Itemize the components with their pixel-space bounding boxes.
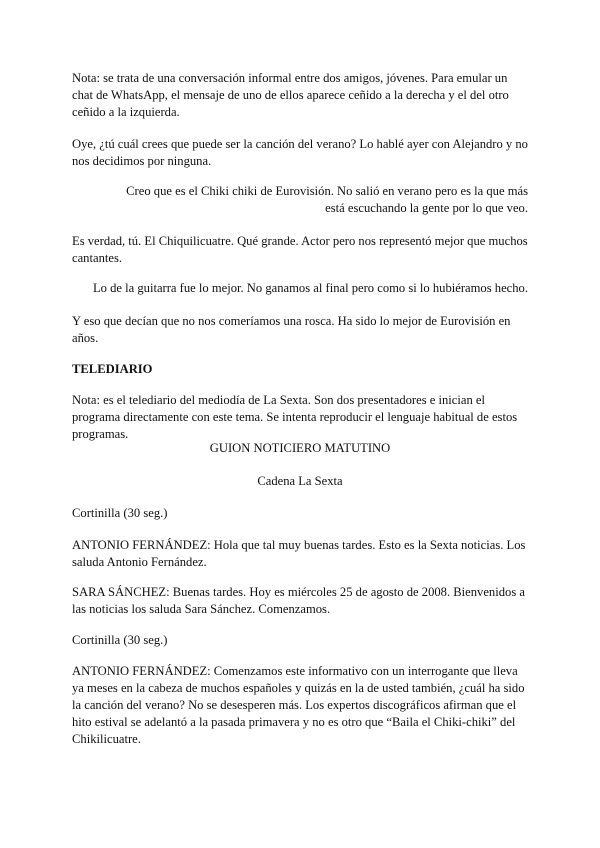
sara-line-1: SARA SÁNCHEZ: Buenas tardes. Hoy es miércoles 25 de agosto de 2008. Bienvenidos a las noticias los saluda Sara Sánchez. Comenzamos. (72, 585, 525, 616)
script-title: GUION NOTICIERO MATUTINO (209, 441, 391, 455)
cortinilla-1: Cortinilla (30 seg.) (72, 506, 168, 520)
antonio-line-2: ANTONIO FERNÁNDEZ: Comenzamos este informativo con un interrogante que lleva ya meses en la cabeza de muchos españoles y quizás en la de usted también, ¿cuál ha sido la canción del verano? No se desesperen más. Los expertos discográficos afirman que el hito estival se adelantó a la pasada primavera y no es otro que “Baila el Chiki-chiki” del Chikilicuatre. (72, 664, 525, 746)
chat-message-left-2: Es verdad, tú. El Chiquilicuatre. Qué grande. Actor pero nos representó mejor que muchos cantantes. (72, 234, 528, 265)
chat-message-right-1: Creo que es el Chiki chiki de Eurovisión. No salió en verano pero es la que más está escuchando la gente por lo que veo. (126, 184, 528, 215)
note-intro: Nota: se trata de una conversación informal entre dos amigos, jóvenes. Para emular un chat de WhatsApp, el mensaje de uno de ellos aparece ceñido a la derecha y el del otro ceñido a la izquierda. (72, 71, 509, 119)
chat-message-right-2: Lo de la guitarra fue lo mejor. No ganamos al final pero como si lo hubiéramos hecho. (92, 281, 528, 295)
antonio-line-1: ANTONIO FERNÁNDEZ: Hola que tal muy buenas tardes. Esto es la Sexta noticias. Los saluda Antonio Fernández. (72, 538, 526, 569)
channel-name: Cadena La Sexta (257, 474, 343, 488)
cortinilla-2: Cortinilla (30 seg.) (72, 633, 168, 647)
chat-message-left-3: Y eso que decían que no nos comeríamos una rosca. Ha sido lo mejor de Eurovisión en años. (72, 314, 511, 345)
section-title: TELEDIARIO (72, 362, 153, 376)
note-telediario: Nota: es el telediario del mediodía de La Sexta. Son dos presentadores e inician el programa directamente con este tema. Se intenta reproducir el lenguaje habitual de estos programas. (72, 393, 518, 441)
chat-message-left-1: Oye, ¿tú cuál crees que puede ser la canción del verano? Lo hablé ayer con Alejandro y no nos decidimos por ninguna. (72, 137, 528, 168)
